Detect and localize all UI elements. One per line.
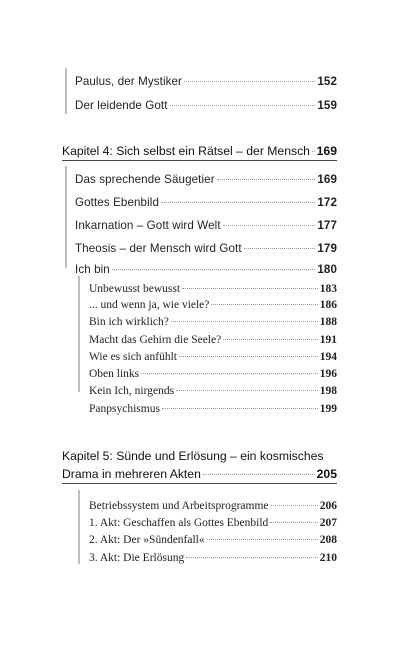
section-bar bbox=[78, 490, 80, 564]
leader-dots bbox=[207, 527, 318, 540]
leader-dots bbox=[141, 361, 318, 374]
leader-dots bbox=[271, 493, 318, 506]
toc-entry-page: 196 bbox=[319, 367, 337, 380]
toc-entry-title: Panpsychismus bbox=[89, 402, 160, 415]
toc-subentry[interactable] bbox=[89, 399, 337, 415]
toc-entry-title: Inkarnation – Gott wird Welt bbox=[75, 218, 221, 232]
toc-entry-page: 207 bbox=[319, 516, 337, 529]
toc-entry[interactable] bbox=[89, 548, 337, 564]
chapter-page: 205 bbox=[316, 467, 337, 482]
leader-dots bbox=[112, 257, 315, 270]
leader-dots bbox=[182, 276, 318, 289]
chapter-rule bbox=[62, 160, 337, 161]
chapter-title: Kapitel 4: Sich selbst ein Rätsel – der Mensch bbox=[62, 144, 310, 159]
toc-entry-title: 2. Akt: Der »Sündenfall« bbox=[89, 533, 205, 546]
chapter-rule bbox=[62, 483, 337, 484]
leader-dots bbox=[223, 327, 318, 340]
leader-dots bbox=[179, 344, 318, 357]
leader-dots bbox=[270, 510, 317, 523]
chapter-heading[interactable] bbox=[62, 465, 337, 481]
section-bar bbox=[65, 68, 67, 114]
toc-entry-page: 210 bbox=[319, 551, 337, 564]
toc-entry-page: 179 bbox=[317, 241, 337, 255]
leader-dots bbox=[203, 462, 315, 475]
toc-entry-page: 194 bbox=[319, 350, 337, 363]
leader-dots bbox=[223, 213, 316, 226]
toc-entry-page: 180 bbox=[317, 262, 337, 276]
toc-entry[interactable] bbox=[75, 72, 337, 88]
toc-entry-page: 186 bbox=[319, 298, 337, 311]
toc-entry-page: 183 bbox=[319, 282, 337, 295]
toc-entry[interactable] bbox=[75, 239, 337, 255]
chapter-page: 169 bbox=[316, 144, 337, 159]
toc-entry-page: 188 bbox=[319, 315, 337, 328]
toc-entry-title: Bin ich wirklich? bbox=[89, 315, 169, 328]
toc-entry[interactable] bbox=[75, 193, 337, 209]
toc-entry-page: 169 bbox=[317, 172, 337, 186]
leader-dots bbox=[312, 139, 315, 152]
section-bar bbox=[65, 166, 67, 268]
toc-entry-title: Der leidende Gott bbox=[75, 98, 168, 112]
toc-entry-title: Das sprechende Säugetier bbox=[75, 172, 215, 186]
toc-entry[interactable] bbox=[75, 216, 337, 232]
leader-dots bbox=[170, 93, 316, 106]
toc-entry-title: Wie es sich anfühlt bbox=[89, 350, 177, 363]
chapter-heading-line1[interactable]: Kapitel 5: Sünde und Erlösung – ein kosmisches bbox=[62, 449, 324, 463]
toc-entry-page: 152 bbox=[317, 74, 337, 88]
toc-entry-title: Gottes Ebenbild bbox=[75, 195, 159, 209]
toc-entry-title: 1. Akt: Geschaffen als Gottes Ebenbild bbox=[89, 516, 269, 529]
leader-dots bbox=[161, 190, 315, 203]
leader-dots bbox=[186, 545, 318, 558]
toc-entry-page: 177 bbox=[317, 218, 337, 232]
chapter-title: Drama in mehreren Akten bbox=[62, 467, 201, 482]
leader-dots bbox=[162, 396, 318, 409]
toc-entry-page: 172 bbox=[317, 195, 337, 209]
toc-entry-title: Ich bin bbox=[75, 262, 110, 276]
toc-entry-title: Betriebssystem und Arbeitsprogramme bbox=[89, 499, 269, 512]
leader-dots bbox=[217, 167, 316, 180]
leader-dots bbox=[244, 236, 316, 249]
leader-dots bbox=[211, 292, 317, 305]
chapter-heading[interactable] bbox=[62, 142, 337, 158]
leader-dots bbox=[184, 69, 315, 82]
toc-entry-title: ... und wenn ja, wie viele? bbox=[89, 298, 210, 311]
toc-entry[interactable] bbox=[75, 170, 337, 186]
subsection-bar bbox=[78, 276, 80, 392]
leader-dots bbox=[176, 378, 318, 391]
toc-entry-page: 208 bbox=[319, 533, 337, 546]
toc-entry-title: Unbewusst bewusst bbox=[89, 282, 181, 295]
leader-dots bbox=[171, 309, 318, 322]
toc-entry-title: Theosis – der Mensch wird Gott bbox=[75, 241, 242, 255]
toc-entry[interactable] bbox=[75, 260, 337, 276]
toc-subentry[interactable] bbox=[89, 312, 337, 328]
toc-entry-title: Kein Ich, nirgends bbox=[89, 384, 175, 397]
toc-entry-page: 191 bbox=[319, 333, 337, 346]
toc-entry-title: 3. Akt: Die Erlösung bbox=[89, 551, 185, 564]
toc-subentry[interactable] bbox=[89, 381, 337, 397]
toc-entry[interactable] bbox=[89, 530, 337, 546]
toc-entry[interactable] bbox=[75, 96, 337, 112]
toc-entry-title: Oben links bbox=[89, 367, 140, 380]
toc-entry-title: Macht das Gehirn die Seele? bbox=[89, 333, 222, 346]
toc-entry-page: 199 bbox=[319, 402, 337, 415]
toc-entry-page: 206 bbox=[319, 499, 337, 512]
toc-entry-title: Paulus, der Mystiker bbox=[75, 74, 183, 88]
toc-entry-page: 159 bbox=[317, 98, 337, 112]
toc-entry-page: 198 bbox=[319, 384, 337, 397]
